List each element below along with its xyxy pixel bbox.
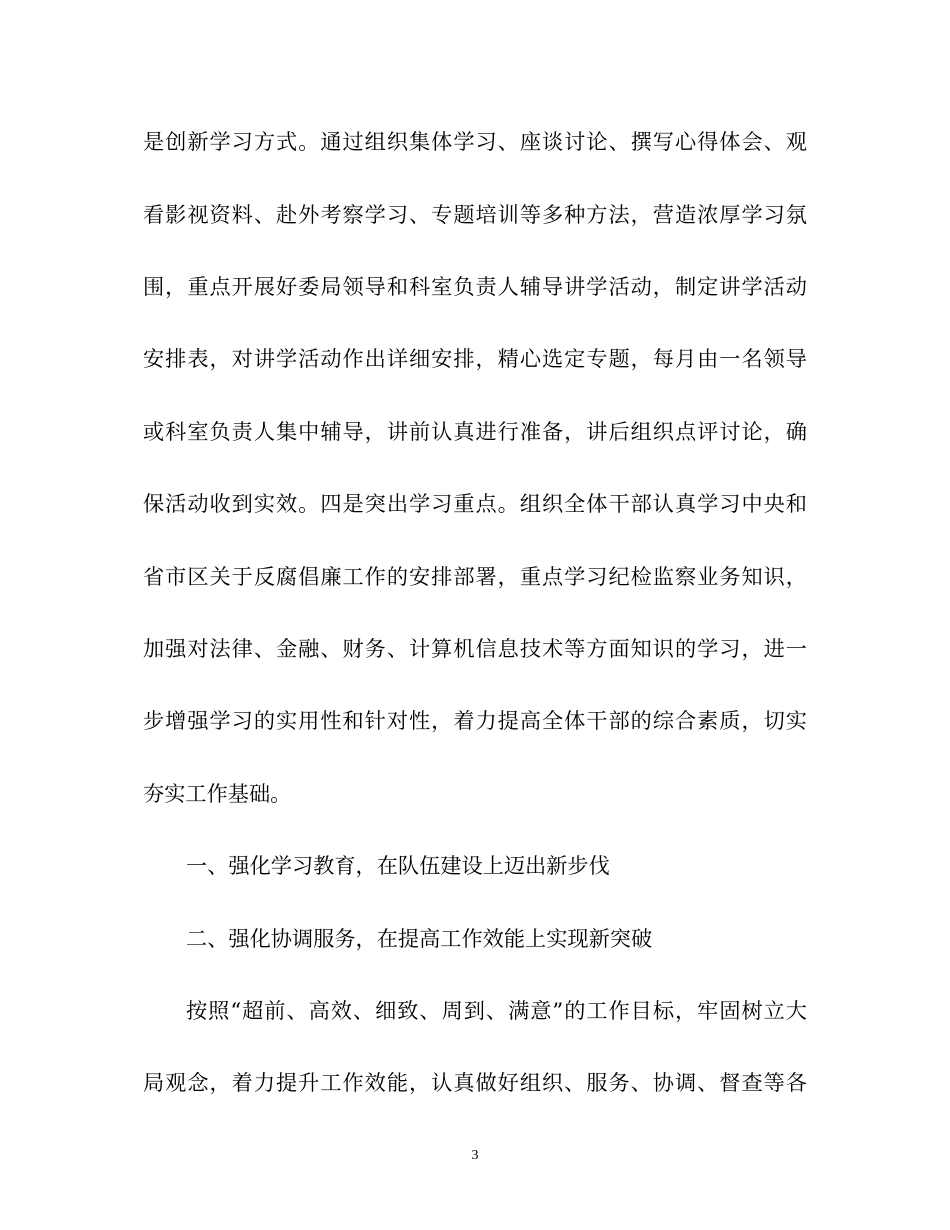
body-line-9: 步增强学习的实用性和针对性，着力提高全体干部的综合素质，切实	[143, 708, 807, 733]
body-line-14: 局观念，着力提升工作效能，认真做好组织、服务、协调、督查等各	[143, 1070, 807, 1095]
body-line-3: 围，重点开展好委局领导和科室负责人辅导讲学活动，制定讲学活动	[143, 274, 807, 299]
body-line-10: 夯实工作基础。	[143, 781, 292, 806]
body-line-6: 保活动收到实效。四是突出学习重点。组织全体干部认真学习中央和	[143, 491, 807, 516]
body-line-7: 省市区关于反腐倡廉工作的安排部署，重点学习纪检监察业务知识，	[143, 564, 807, 589]
section-heading-1: 一、强化学习教育，在队伍建设上迈出新步伐	[186, 853, 610, 878]
body-line-8: 加强对法律、金融、财务、计算机信息技术等方面知识的学习，进一	[143, 636, 807, 661]
body-line-5: 或科室负责人集中辅导，讲前认真进行准备，讲后组织点评讨论，确	[143, 419, 807, 444]
body-line-2: 看影视资料、赴外考察学习、专题培训等多种方法，营造浓厚学习氛	[143, 202, 807, 227]
body-line-4: 安排表，对讲学活动作出详细安排，精心选定专题，每月由一名领导	[143, 346, 807, 371]
body-line-13: 按照“超前、高效、细致、周到、满意”的工作目标，牢固树立大	[186, 998, 807, 1023]
section-heading-2: 二、强化协调服务，在提高工作效能上实现新突破	[186, 926, 653, 951]
body-line-1: 是创新学习方式。通过组织集体学习、座谈讨论、撰写心得体会、观	[143, 129, 807, 154]
page-number: 3	[471, 1148, 479, 1163]
